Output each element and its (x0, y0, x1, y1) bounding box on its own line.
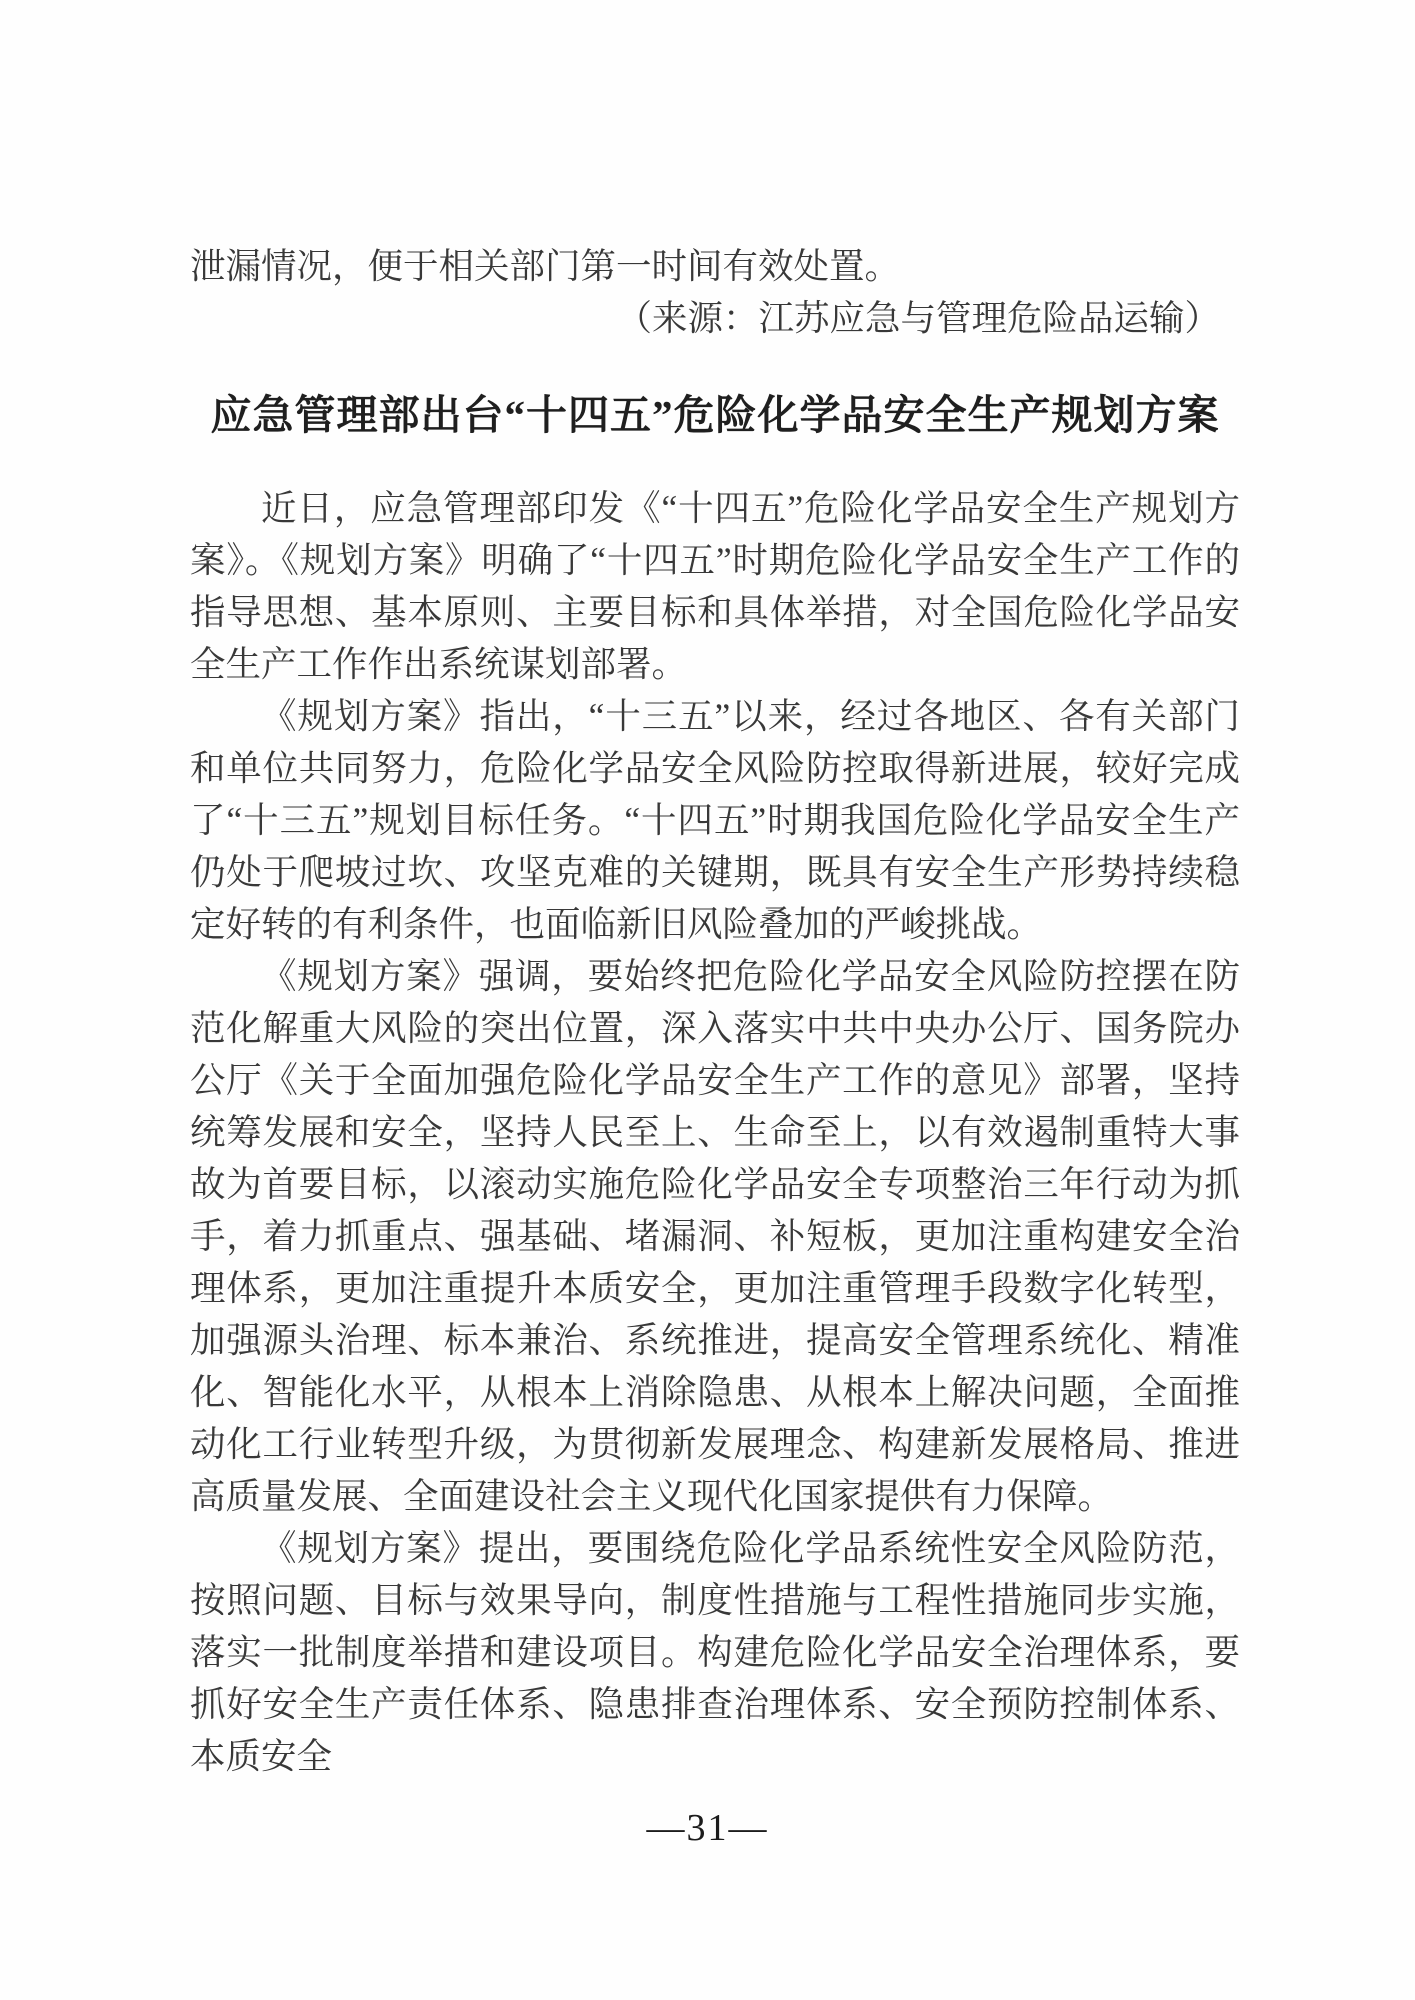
article-title: 应急管理部出台“十四五”危险化学品安全生产规划方案 (210, 392, 1220, 438)
prev-article-closing-line: 泄漏情况，便于相关部门第一时间有效处置。 (190, 246, 901, 286)
article-paragraph-3: 《规划方案》强调，要始终把危险化学品安全风险防控摆在防范化解重大风险的突出位置，深入落实中共中央办公厅、国务院办公厅《关于全面加强危险化学品安全生产工作的意见》部署，坚持统筹发展和安全，坚持人民至上、生命至上，以有效遏制重特大事故为首要目标，以滚动实施危险化学品安全专项整治三年行动为抓手，着力抓重点、强基础、堵漏洞、补短板，更加注重构建安全治理体系，更加注重提升本质安全，更加注重管理手段数字化转型，加强源头治理、标本兼治、系统推进，提高安全管理系统化、精准化、智能化水平，从根本上消除隐患、从根本上解决问题，全面推动化工行业转型升级，为贯彻新发展理念、构建新发展格局、推进高质量发展、全面建设社会主义现代化国家提供有力保障。 (190, 956, 1240, 1516)
prev-article-source-line: （来源：江苏应急与管理危险品运输） (616, 298, 1220, 338)
page-number: —31— (646, 1807, 769, 1849)
article-paragraph-4: 《规划方案》提出，要围绕危险化学品系统性安全风险防范，按照问题、目标与效果导向，制度性措施与工程性措施同步实施，落实一批制度举措和建设项目。构建危险化学品安全治理体系，要抓好安全生产责任体系、隐患排查治理体系、安全预防控制体系、本质安全 (190, 1528, 1240, 1776)
article-paragraph-2: 《规划方案》指出，“十三五”以来，经过各地区、各有关部门和单位共同努力，危险化学品安全风险防控取得新进展，较好完成了“十三五”规划目标任务。“十四五”时期我国危险化学品安全生产仍处于爬坡过坎、攻坚克难的关键期，既具有安全生产形势持续稳定好转的有利条件，也面临新旧风险叠加的严峻挑战。 (190, 696, 1240, 944)
article-paragraph-1: 近日，应急管理部印发《“十四五”危险化学品安全生产规划方案》。《规划方案》明确了“十四五”时期危险化学品安全生产工作的指导思想、基本原则、主要目标和具体举措，对全国危险化学品安全生产工作作出系统谋划部署。 (190, 488, 1240, 684)
article-body (190, 482, 1240, 1782)
page-footer (0, 1806, 1415, 1850)
page-content (190, 240, 1240, 1782)
